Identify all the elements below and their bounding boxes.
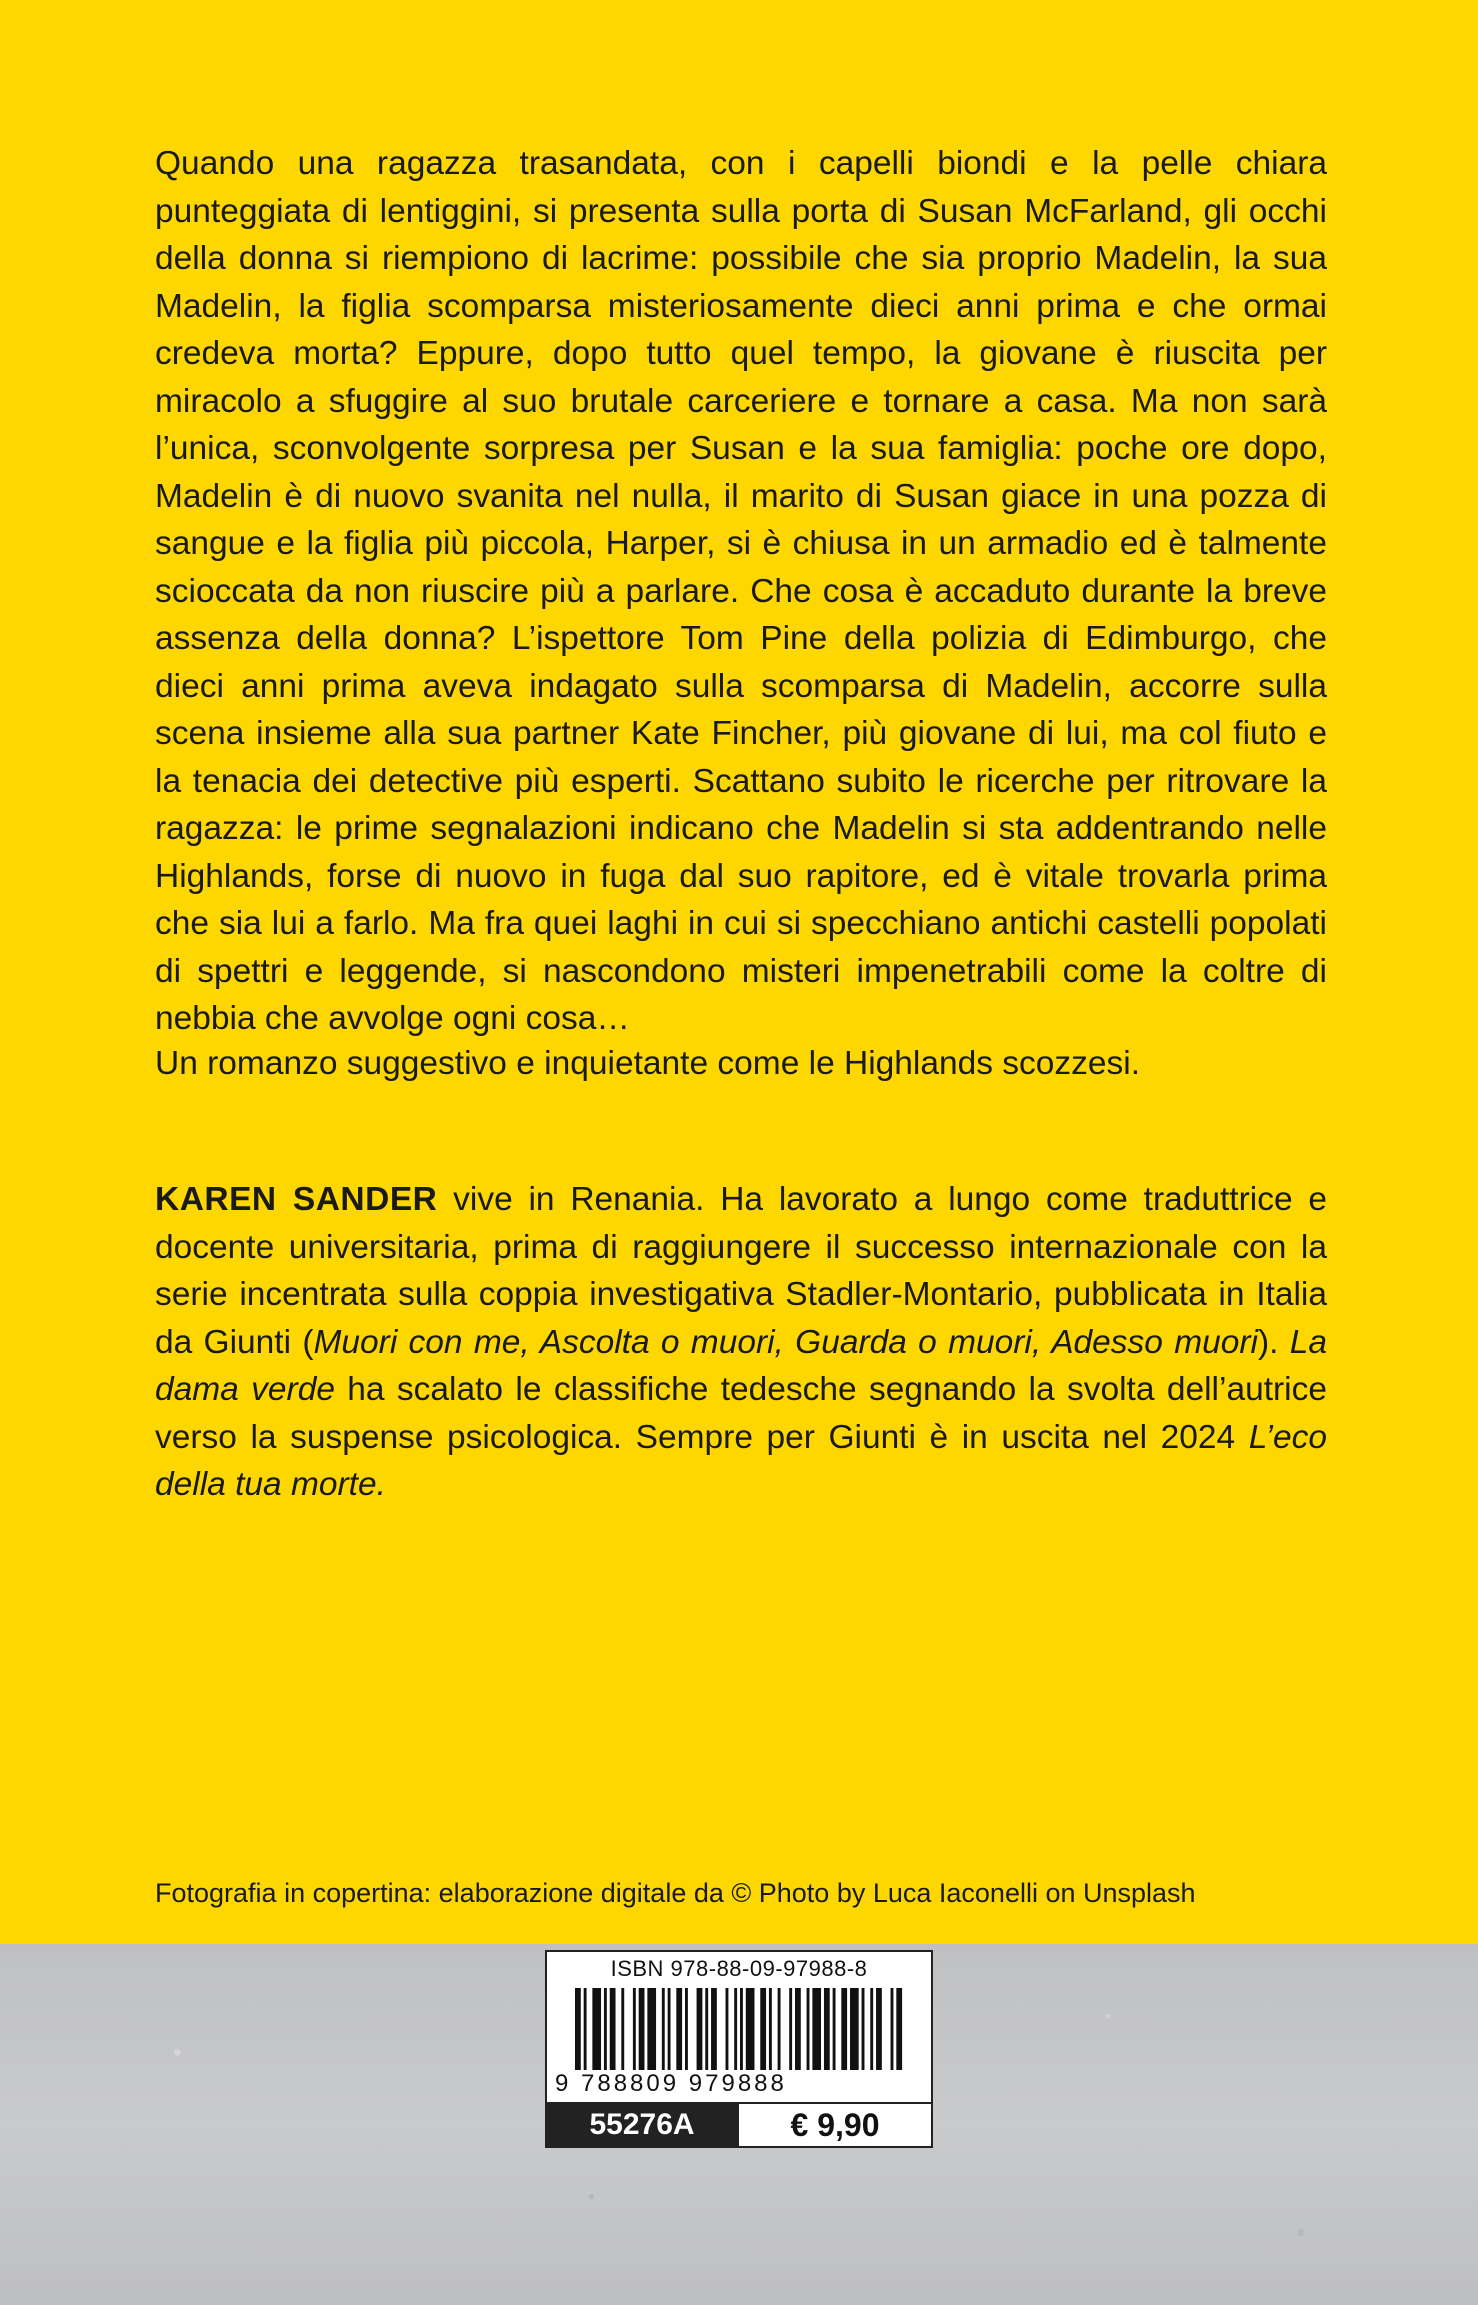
barcode-bar bbox=[795, 1988, 801, 2070]
barcode-bar bbox=[604, 1988, 607, 2070]
barcode-bar bbox=[807, 1988, 810, 2070]
barcode-bar bbox=[896, 1988, 902, 2070]
price-tag: € 9,90 bbox=[737, 2104, 931, 2146]
barcode-bar bbox=[662, 1988, 665, 2070]
barcode-label bbox=[545, 1950, 933, 2148]
barcode-bar bbox=[639, 1988, 645, 2070]
barcode-bar bbox=[697, 1988, 703, 2070]
bio-text-2: ). bbox=[1257, 1323, 1290, 1361]
photo-credit: Fotografia in copertina: elaborazione digitale da © Photo by Luca Iaconelli on Unsplash bbox=[155, 1878, 1196, 1908]
barcode-bar bbox=[676, 1988, 682, 2070]
barcode-bar bbox=[592, 1988, 601, 2070]
book-title: La dama verde bbox=[155, 1323, 1327, 1408]
tagline: Un romanzo suggestivo e inquietante come le Highlands scozzesi. bbox=[155, 1045, 1141, 1082]
barcode-bar bbox=[711, 1988, 717, 2070]
barcode-bar bbox=[769, 1988, 772, 2070]
barcode-bar bbox=[726, 1988, 729, 2070]
barcode-bar bbox=[647, 1988, 656, 2070]
bio-text-1: vive in Renania. Ha lavorato a lungo come traduttrice e docente universitaria, prima di raggiungere il successo internazionale con la serie incentrata sulla coppia investigativa Stadler-Montario, pubblicata in Italia da Giunti ( bbox=[155, 1181, 1327, 1361]
barcode-bar bbox=[862, 1988, 865, 2070]
isbn-number: ISBN 978-88-09-97988-8 bbox=[610, 1956, 868, 1981]
series-titles: Muori con me, Ascolta o muori, Guarda o muori, Adesso muori bbox=[313, 1323, 1258, 1361]
barcode-bar bbox=[841, 1988, 847, 2070]
barcode-bar bbox=[621, 1988, 624, 2070]
product-code: 55276A bbox=[547, 2104, 737, 2146]
synopsis-paragraph bbox=[155, 140, 1327, 1043]
barcode-bar bbox=[833, 1988, 836, 2070]
barcode-bar bbox=[668, 1988, 671, 2070]
author-name: KAREN SANDER bbox=[155, 1181, 438, 1218]
barcode-bar bbox=[812, 1988, 821, 2070]
bio-text-3: ha scalato le classifiche tedesche segnando la svolta dell’autrice verso la suspense psicologica. Sempre per Giunti è in uscita nel 2024 bbox=[155, 1371, 1327, 1456]
barcode-bar bbox=[633, 1988, 636, 2070]
synopsis-text: Quando una ragazza trasandata, con i capelli biondi e la pelle chiara punteggiata di lentiggini, si presenta sulla porta di Susan McFarland, gli occhi della donna si riempiono di lacrime: possibile che sia proprio Madelin, la sua Madelin, la figlia scomparsa misteriosamente dieci anni prima e che ormai credeva morta? Eppure, dopo tutto quel tempo, la giovane è riuscita per miracolo a sfuggire al suo brutale carceriere e tornare a casa. Ma non sarà l’unica, sconvolgente sorpresa per Susan e la sua famiglia: poche ore dopo, Madelin è di nuovo svanita nel nulla, il marito di Susan giace in una pozza di sangue e la figlia più piccola, Harper, si è chiusa in un armadio ed è talmente scioccata da non riuscire più a parlare. Che cosa è accaduto durante la breve assenza della donna? L’ispettore Tom Pine della polizia di Edimburgo, che dieci anni prima aveva indagato sulla scomparsa di Madelin, accorre sulla scena insieme alla sua partner Kate Fincher, più giovane di lui, ma col fiuto e la tenacia dei detective più esperti. Scattano subito le ricerche per ritrovare la ragazza: le prime segnalazioni indicano che Madelin si sta addentrando nelle Highlands, forse di nuovo in fuga dal suo rapitore, ed è vitale trovarla prima che sia lui a farlo. Ma fra quei laghi in cui si specchiano antichi castelli popolati di spettri e leggende, si nascondono misteri impenetrabili come la coltre di nebbia che avvolge ogni cosa… bbox=[155, 145, 1327, 1037]
barcode-bar bbox=[778, 1988, 781, 2070]
author-bio bbox=[155, 1176, 1327, 1509]
barcode-bar bbox=[824, 1988, 830, 2070]
barcode-bar bbox=[850, 1988, 859, 2070]
barcode-digits: 9 788809 979888 bbox=[555, 2070, 787, 2097]
barcode-icon bbox=[575, 1988, 905, 2070]
barcode-bar bbox=[760, 1988, 766, 2070]
new-title: L’eco della tua morte. bbox=[155, 1418, 1327, 1503]
barcode-bar bbox=[705, 1988, 708, 2070]
barcode-bar bbox=[734, 1988, 737, 2070]
barcode-bar bbox=[891, 1988, 894, 2070]
barcode-bar bbox=[610, 1988, 616, 2070]
barcode-bar bbox=[746, 1988, 755, 2070]
barcode-bar bbox=[876, 1988, 882, 2070]
barcode-bar bbox=[789, 1988, 792, 2070]
barcode-bar bbox=[870, 1988, 873, 2070]
barcode-bar bbox=[685, 1988, 688, 2070]
barcode-bar bbox=[740, 1988, 743, 2070]
barcode-bar bbox=[575, 1988, 581, 2070]
barcode-bar bbox=[584, 1988, 587, 2070]
